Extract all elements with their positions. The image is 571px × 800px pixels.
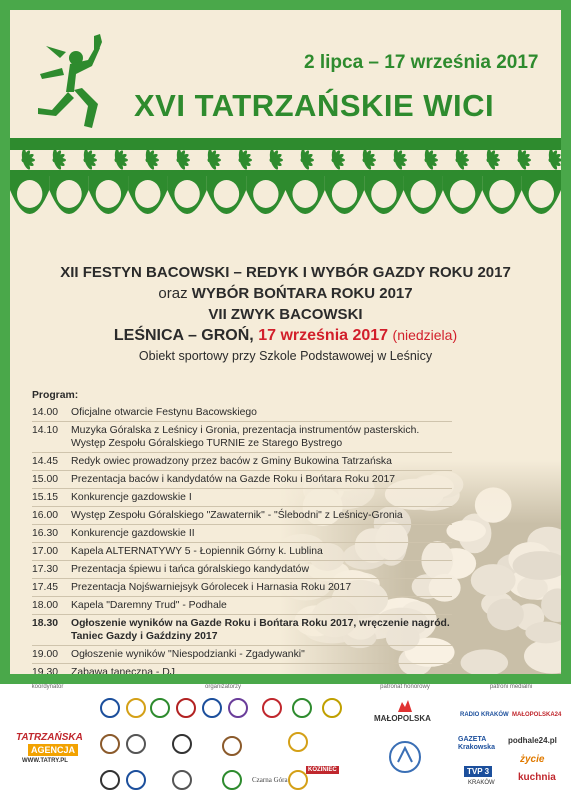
event-line-festyn: XII FESTYN BACOWSKI – REDYK I WYBÓR GAZDY ROKU 2017	[60, 264, 511, 281]
organizer-logo	[172, 770, 192, 790]
event-location-date	[10, 325, 561, 346]
scallop-hole	[450, 180, 475, 208]
organizer-logo	[288, 732, 308, 752]
program-desc: Ogłoszenie wyników "Niespodzianki - Zgadywanki"	[71, 649, 305, 660]
program-time: 16.30	[32, 528, 59, 539]
kuchnia-logo: kuchnia	[518, 772, 556, 783]
scallop-hole	[135, 180, 160, 208]
rosette-icon	[301, 149, 315, 171]
program-desc-wrap	[71, 617, 452, 643]
program-time: 15.15	[32, 492, 59, 503]
program-list	[32, 390, 452, 674]
program-time: 14.45	[32, 456, 59, 467]
coordinator-column	[10, 684, 85, 800]
program-desc-wrap	[71, 455, 452, 468]
event-line-zwyk: VII ZWYK BACOWSKI	[208, 306, 363, 323]
event-line-bontar-title: WYBÓR BOŃTARA ROKU 2017	[191, 285, 413, 302]
organizer-logo	[222, 770, 242, 790]
program-desc: Występ Zespołu Góralskiego "Zawaternik" - "Ślebodni" z Leśnicy-Gronia	[71, 510, 403, 521]
program-desc: Muzyka Góralska z Leśnicy i Gronia, prezentacja instrumentów pasterskich.	[71, 425, 420, 436]
rosette-icon	[84, 149, 98, 171]
program-time: 17.45	[32, 582, 59, 593]
program-time: 14.00	[32, 407, 59, 418]
tvp3-krakow-label: KRAKÓW	[468, 780, 495, 786]
czarna-gora-logo: Czarna Góra	[252, 776, 288, 784]
organizer-logo	[126, 734, 146, 754]
program-row	[32, 489, 452, 507]
program-label: Program:	[32, 390, 79, 401]
event-day: (niedziela)	[392, 327, 458, 343]
organizer-logo	[228, 698, 248, 718]
zycie-logo: życie	[520, 754, 545, 765]
coordinator-heading: koordynator	[31, 684, 64, 690]
organizer-logo	[262, 698, 282, 718]
voivode-emblem-icon	[388, 740, 422, 774]
rosette-icon	[22, 149, 36, 171]
program-desc: Ogłoszenie wyników na Gazde Roku i Bońtara Roku 2017, wręczenie nagród.	[71, 618, 450, 629]
program-row	[32, 615, 452, 646]
program-desc-wrap	[71, 545, 452, 558]
scallop-hole	[293, 180, 318, 208]
program-row	[32, 422, 452, 453]
agency-logo-name: TATRZAŃSKA	[16, 732, 83, 743]
program-time: 18.30	[32, 618, 59, 629]
organizer-logo	[322, 698, 342, 718]
program-time: 18.00	[32, 600, 59, 611]
program-desc-wrap	[71, 666, 452, 674]
running-figure-icon	[32, 32, 122, 132]
program-row	[32, 579, 452, 597]
gazeta-krakowska-logo: GAZETA Krakowska	[458, 736, 495, 751]
program-desc-wrap	[71, 563, 452, 576]
program-desc-wrap	[71, 406, 452, 419]
organizer-logo	[126, 698, 146, 718]
media-heading: patroni medialni	[489, 684, 533, 690]
patron-heading: patronat honorowy	[380, 684, 430, 690]
scallop-hole	[174, 180, 199, 208]
event-info	[10, 262, 561, 367]
program-time: 19.30	[32, 667, 59, 674]
podhale24-logo: podhale24.pl	[508, 736, 557, 745]
program-time: 17.30	[32, 564, 59, 575]
program-desc: Kapela "Daremny Trud" - Podhale	[71, 600, 227, 611]
program-desc-wrap	[71, 424, 452, 450]
program-desc-wrap	[71, 527, 452, 540]
organizer-logo	[288, 770, 308, 790]
program-time: 14.10	[32, 425, 59, 436]
malopolska-logo: MAŁOPOLSKA	[374, 714, 431, 723]
header	[10, 10, 561, 140]
program-desc-wrap	[71, 648, 452, 661]
organizer-logo	[292, 698, 312, 718]
scallop-hole	[411, 180, 436, 208]
malopolska-emblem-icon	[396, 698, 414, 712]
program-desc-sub: Występ Zespołu Góralskiego TURNIE ze Starego Bystrego	[71, 438, 343, 449]
scallop-hole	[529, 180, 554, 208]
rosette-icon	[208, 149, 222, 171]
rosette-icon	[115, 149, 129, 171]
rosette-icon	[456, 149, 470, 171]
program-desc: Prezentacja śpiewu i tańca góralskiego kandydatów	[71, 564, 309, 575]
radio-krakow-logo: RADIO KRAKÓW	[460, 712, 509, 718]
program-desc-wrap	[71, 473, 452, 486]
event-line-prefix: oraz	[158, 285, 188, 302]
rosette-icon	[239, 149, 253, 171]
organizer-logo	[100, 770, 120, 790]
scallop-hole	[17, 180, 42, 208]
event-venue: Obiekt sportowy przy Szkole Podstawowej w Leśnicy	[138, 349, 433, 363]
festival-title: XVI TATRZAŃSKIE WICI	[134, 88, 495, 123]
scallop-hole	[332, 180, 357, 208]
event-line-bontar	[10, 283, 561, 304]
organizer-logo	[150, 698, 170, 718]
tvp3-logo: TVP 3	[464, 766, 492, 777]
media-column	[456, 684, 566, 800]
program-desc: Prezentacja baców i kandydatów na Gazde Roku i Bońtara Roku 2017	[71, 474, 396, 485]
organizer-logo	[202, 698, 222, 718]
scallop-hole	[56, 180, 81, 208]
rosette-icon	[549, 149, 562, 171]
program-row	[32, 507, 452, 525]
program-row	[32, 543, 452, 561]
program-desc-wrap	[71, 581, 452, 594]
program-row	[32, 471, 452, 489]
organizer-logo	[172, 734, 192, 754]
scallop-hole	[214, 180, 239, 208]
program-row	[32, 404, 452, 422]
program-row	[32, 597, 452, 615]
program-desc-wrap	[71, 509, 452, 522]
program-desc: Konkurencje gazdowskie II	[71, 528, 195, 539]
program-desc: Oficjalne otwarcie Festynu Bacowskiego	[71, 407, 257, 418]
program-desc: Kapela ALTERNATYWY 5 - Łopiennik Górny k. Lublina	[71, 546, 323, 557]
rosette-icon	[363, 149, 377, 171]
program-time: 16.00	[32, 510, 59, 521]
scallop-hole	[371, 180, 396, 208]
program-desc: Prezentacja Nojśwarniejsyk Górolecek i Harnasia Roku 2017	[71, 582, 352, 593]
organizer-logo	[100, 698, 120, 718]
organizer-logo	[100, 734, 120, 754]
organizers-column	[92, 684, 354, 800]
organizer-logo	[222, 736, 242, 756]
program-row	[32, 453, 452, 471]
rosette-icon	[177, 149, 191, 171]
scallop-hole	[253, 180, 278, 208]
scallop-hole	[96, 180, 121, 208]
rosette-icon	[425, 149, 439, 171]
program-desc-wrap	[71, 599, 452, 612]
program-row	[32, 561, 452, 579]
rosette-icon	[394, 149, 408, 171]
patron-column	[362, 684, 448, 800]
organizer-logo	[176, 698, 196, 718]
rosette-icon	[270, 149, 284, 171]
program-row	[32, 525, 452, 543]
rosette-icon	[487, 149, 501, 171]
program-row	[32, 646, 452, 664]
program-row	[32, 664, 452, 674]
sponsors-footer	[0, 684, 571, 800]
program-desc: Redyk owiec prowadzony przez baców z Gminy Bukowina Tatrzańska	[71, 456, 392, 467]
malopolska24-logo: MAŁOPOLSKA24	[512, 712, 562, 718]
agency-url: WWW.TATRY.PL	[22, 758, 68, 764]
poster	[10, 10, 561, 674]
organizer-logo	[126, 770, 146, 790]
organizers-heading: organizatorzy	[204, 684, 242, 690]
rosette-icon	[332, 149, 346, 171]
scallop-hole	[489, 180, 514, 208]
program-desc: Zabawa taneczna - DJ	[71, 667, 175, 674]
rosette-icon	[53, 149, 67, 171]
program-desc-wrap	[71, 491, 452, 504]
program-desc-sub: Taniec Gazdy i Gaździny 2017	[71, 631, 218, 642]
event-date: 17 września 2017	[258, 327, 389, 344]
koziniec-logo: KOZINIEC	[308, 767, 337, 773]
event-place: LEŚNICA – GROŃ,	[113, 327, 254, 344]
program-desc: Konkurencje gazdowskie I	[71, 492, 192, 503]
event-dates: 2 lipca – 17 września 2017	[304, 52, 539, 73]
program-time: 15.00	[32, 474, 59, 485]
program-time: 17.00	[32, 546, 59, 557]
rosette-icon	[146, 149, 160, 171]
rosette-icon	[518, 149, 532, 171]
program-time: 19.00	[32, 649, 59, 660]
folk-ornament	[10, 138, 561, 243]
agency-logo-word: AGENCJA	[28, 744, 78, 756]
